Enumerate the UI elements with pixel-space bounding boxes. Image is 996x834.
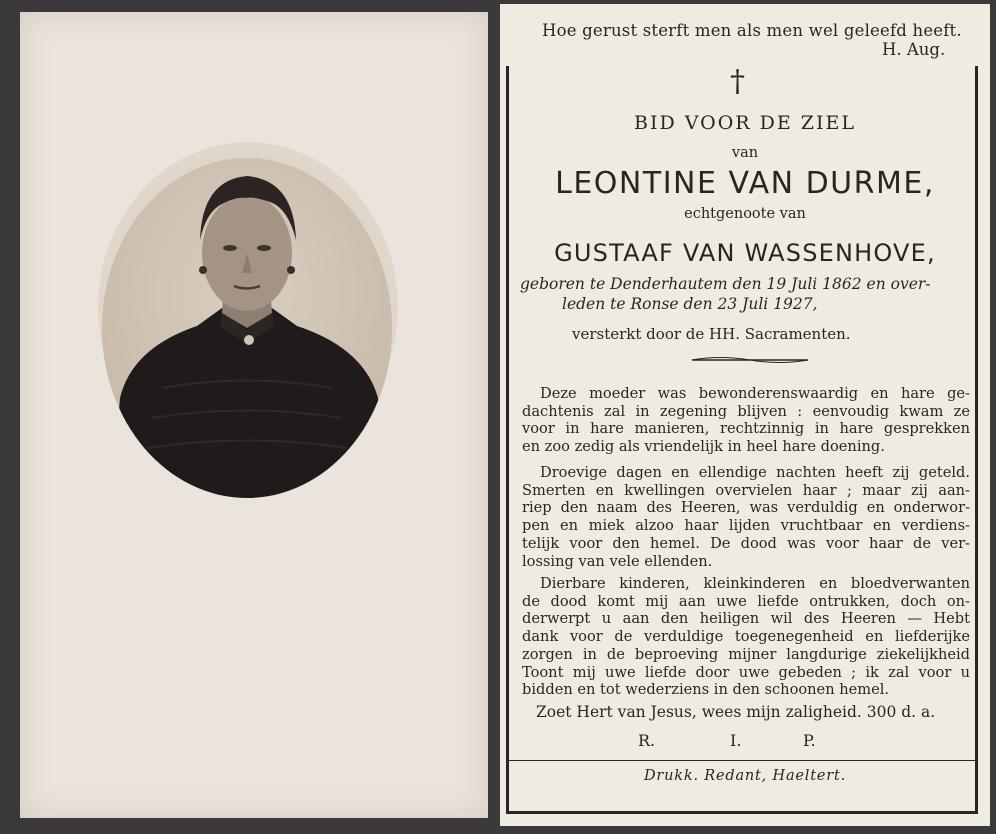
paragraph-line: bidden en tot wederziens in den schoonen hemel. <box>522 681 890 699</box>
quote-text: Hoe gerust sterft men als men wel geleefd heeft. <box>542 21 962 40</box>
cross-icon: † <box>730 64 745 99</box>
rip-r: R. <box>638 731 656 750</box>
birth-line-1: geboren te Denderhautem den 19 Juli 1862 en over- <box>520 275 931 293</box>
paragraph-line: dank voor de verduldige toegenegenheid en liefderijke <box>522 628 970 646</box>
paragraph-line: Smerten en kwellingen overvielen haar ; maar zij aan- <box>522 481 970 499</box>
rip-p: P. <box>803 731 816 750</box>
paragraph-line: Dierbare kinderen, kleinkinderen en bloedverwanten <box>540 575 970 592</box>
printer-credit: Drukk. Redant, Haeltert. <box>644 768 846 784</box>
paragraph-line: derwerpt u aan den heiligen wil des Heeren — Hebt <box>522 610 970 628</box>
spouse-name: GUSTAAF VAN WASSENHOVE, <box>554 239 936 267</box>
paragraph-2 <box>522 464 970 570</box>
photo-card <box>20 12 488 818</box>
closing-prayer: Zoet Hert van Jesus, wees mijn zaligheid. 300 d. a. <box>536 703 936 721</box>
paragraph-line: pen en miek alzoo haar lijden vruchtbaar en verdiens- <box>522 517 970 535</box>
paragraph-line: Toont mij uwe liefde door uwe gebeden ; ik zal voor u <box>522 663 970 681</box>
portrait-photo <box>102 158 392 498</box>
birth-line-2: leden te Ronse den 23 Juli 1927, <box>562 295 818 313</box>
paragraph-line: Droevige dagen en ellendige nachten heeft zij geteld. <box>540 464 970 481</box>
paragraph-1 <box>522 385 970 456</box>
prayer-heading: BID VOOR DE ZIEL <box>634 112 856 134</box>
spouse-intro: echtgenoote van <box>684 206 806 222</box>
paragraph-line: dachtenis zal in zegening blijven : eenvoudig kwam ze <box>522 402 970 420</box>
memorial-text-card <box>500 4 990 826</box>
paragraph-line: Deze moeder was bewonderenswaardig en hare ge- <box>540 385 970 402</box>
ornament-divider <box>690 355 810 365</box>
van-label: van <box>731 145 759 161</box>
paragraph-line: voor in hare manieren, rechtzinnig in hare gesprekken <box>522 420 970 438</box>
rip-i: I. <box>730 731 742 750</box>
paragraph-line: riep den naam des Heeren, was verduldig en onderwor- <box>522 499 970 517</box>
paragraph-line: de dood komt mij aan uwe liefde ontrukken, doch on- <box>522 592 970 610</box>
deceased-name: LEONTINE VAN DURME, <box>555 166 935 201</box>
paragraph-3 <box>522 575 970 699</box>
quote-author: H. Aug. <box>882 40 946 59</box>
paragraph-line: zorgen in de beproeving mijner langdurige ziekelijkheid <box>522 645 970 663</box>
sacraments-line: versterkt door de HH. Sacramenten. <box>572 325 851 343</box>
paragraph-line: en zoo zedig als vriendelijk in heel hare doening. <box>522 438 885 456</box>
paragraph-line: telijk voor den hemel. De dood was voor haar de ver- <box>522 534 970 552</box>
paragraph-line: lossing van vele ellenden. <box>522 552 713 570</box>
